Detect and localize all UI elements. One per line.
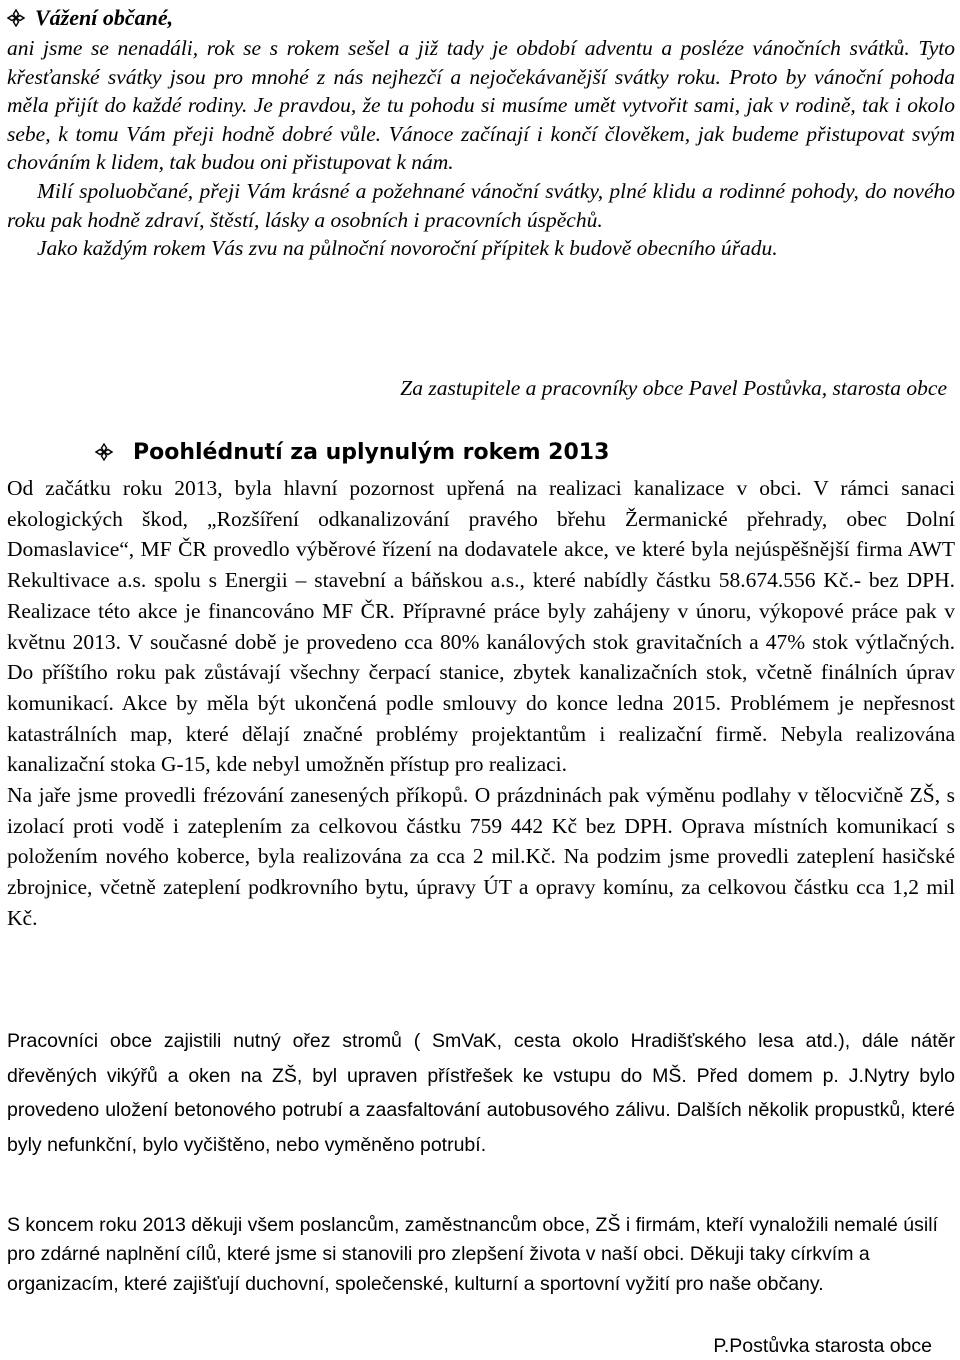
review-paragraph: S koncem roku 2013 děkuji všem poslancům, zaměstnancům obce, ZŠ i firmám, kteří vynaložili nemalé úsilí pro zdárné naplnění cílů, které jsme si stanovili pro zlepšení života v naší obci. Děkuji taky církvím a organizacím, které zajišťují duchovní, společenské, kulturní a sportovní vyžití pro naše občany.: [7, 1214, 938, 1295]
greeting-paragraph: ani jsme se nenadáli, rok se s rokem sešel a již tady je období adventu a posléze vánočních svátků. Tyto křesťanské svátky jsou pro mnohé z nás nejhezčí a nejočekávanější svátky roku. Proto by vánoční pohoda měla přijít do každé rodiny. Je pravdou, že tu pohodu si musíme umět vytvořit sami, jak v rodině, tak i okolo sebe, k tomu Vám přeji hodně dobré vůle. Vánoce začínají i končí člověkem, jak budeme přistupovat svým chováním k lidem, tak budou oni přistupovat k nám.: [7, 36, 955, 175]
review-paragraph: Od začátku roku 2013, byla hlavní pozornost upřená na realizaci kanalizace v obci. V rámci sanaci ekologických škod, „Rozšíření odkanalizování pravého břehu Žermanické přehrady, obec Dolní Domaslavice“, MF ČR provedlo výběrové řízení na dodavatele akce, ve které byla nejúspěšnější firma AWT Rekultivace a.s. spolu s Energii – stavební a báňskou a.s., které nabídly částku 58.674.556 Kč.- bez DPH. Realizace této akce je financováno MF ČR. Přípravné práce byly zahájeny v únoru, výkopové práce pak v květnu 2013. V současné době je provedeno cca 80% kanálových stok gravitačních a 47% stok výtlačných. Do příštího roku pak zůstávají všechny čerpací stanice, zbytek kanalizačních stok, včetně finálních úprav komunikací. Akce by měla být ukončená podle smlouvy do konce ledna 2015. Problémem je nepřesnost katastrálních map, které dělají značné problémy projektantům i realizační firmě. Nebyla realizována kanalizační stoka G-15, kde nebyl umožněn přístup pro realizaci.: [7, 476, 955, 777]
greeting-paragraph: Milí spoluobčané, přeji Vám krásné a požehnané vánoční svátky, plné klidu a rodinné pohody, do nového roku pak hodně zdraví, štěstí, lásky a osobních i pracovních úspěchů.: [7, 178, 955, 232]
review-maintenance-section: [7, 1024, 955, 1162]
greeting-signature: Za zastupitele a pracovníky obce Pavel Postůvka, starosta obce: [400, 376, 947, 400]
diamond-bullet-icon: [7, 9, 25, 27]
review-paragraph: Pracovníci obce zajistili nutný ořez stromů ( SmVaK, cesta okolo Hradišťského lesa atd.), dále nátěr dřevěných vikýřů a oken na ZŠ, byl upraven přístřešek ke vstupu do MŠ. Před domem p. J.Nytry bylo provedeno uložení betonového potrubí a zaasfaltování autobusového zálivu. Dalších několik propustků, které byly nefunkční, bylo vyčištěno, nebo vyměněno potrubí.: [7, 1030, 955, 1156]
greeting-title: Vážení občané,: [35, 5, 174, 30]
review-kanalizace-section: [7, 473, 955, 934]
review-title: Poohlédnutí za uplynulým rokem 2013: [133, 440, 610, 465]
review-paragraph: Na jaře jsme provedli frézování zanesených příkopů. O prázdninách pak výměnu podlahy v tělocvičně ZŠ, s izolací proti vodě i zateplením za celkovou částku 759 442 Kč bez DPH. Oprava místních komunikací s položením nového koberce, byla realizována za cca 2 mil.Kč. Na podzim jsme provedli zateplení hasičské zbrojnice, včetně zateplení podkrovního bytu, úpravy ÚT a opravy komínu, za celkovou částku cca 1,2 mil Kč.: [7, 783, 955, 930]
review-heading: [95, 439, 609, 467]
review-signature: P.Postůvka starosta obce: [713, 1335, 932, 1357]
review-thanks-section: [7, 1211, 955, 1299]
greeting-heading: [7, 4, 173, 32]
greeting-paragraph: Jako každým rokem Vás zvu na půlnoční novoroční přípitek k budově obecního úřadu.: [37, 236, 778, 261]
diamond-bullet-icon: [95, 443, 113, 461]
greeting-section: [7, 34, 955, 263]
